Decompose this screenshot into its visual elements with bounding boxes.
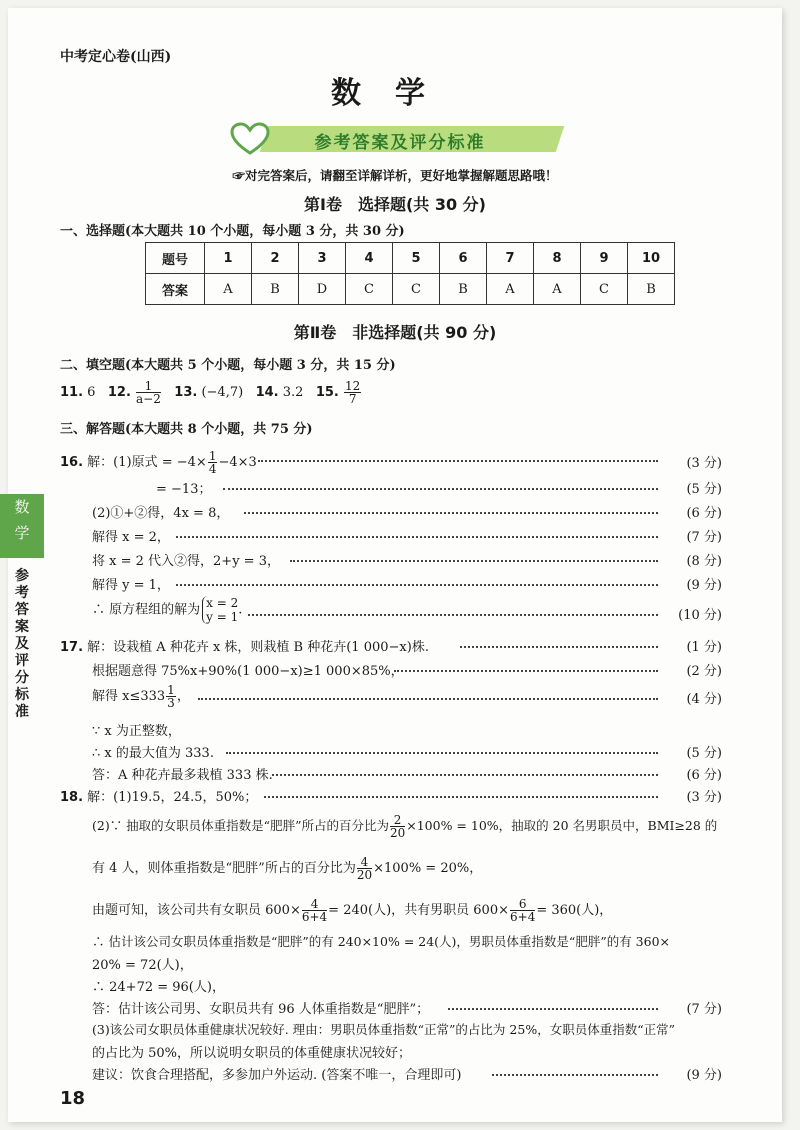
table-cell-answer: A (487, 274, 534, 305)
leader-dots (198, 698, 658, 700)
series-header: 中考定心卷(山西) (60, 49, 172, 65)
side-label-char: 评 (15, 653, 29, 669)
q18-line-8: 答：估计该公司男、女职员共有 96 人体重指数是“肥胖”； (92, 1002, 430, 1017)
table-cell-number: 8 (534, 243, 581, 274)
score: (4 分) (686, 692, 722, 707)
fill-answer: 3.2 (282, 385, 304, 400)
q16-line-2: = −13； (156, 482, 212, 497)
table-cell-answer: B (252, 274, 299, 305)
page-number: 18 (60, 1088, 86, 1109)
subject-side-tab: 数 学 (0, 494, 44, 558)
q18-line-10: 的占比为 50%，所以说明女职员的体重健康状况较好； (92, 1046, 412, 1061)
table-cell-answer: C (581, 274, 628, 305)
q-number: 18. (60, 790, 84, 805)
table-cell-number: 10 (628, 243, 675, 274)
fraction: $\frac{1}{3}$ (167, 683, 175, 710)
fill-answers (60, 380, 362, 405)
score: (7 分) (686, 530, 722, 545)
q-number: 12. (107, 385, 131, 400)
q-number: 17. (60, 640, 84, 655)
table-row-label: 答案 (146, 274, 205, 305)
leader-dots (264, 796, 658, 798)
leader-dots (492, 1074, 658, 1076)
score: (10 分) (678, 608, 722, 623)
q16-line-7: ∴ 原方程组的解为 x = 2 y = 1 . (92, 596, 243, 624)
side-label-char: 准 (15, 704, 29, 720)
leader-dots (223, 488, 658, 490)
q18-line-9: (3)该公司女职员体重健康状况较好. 理由：男职员体重指数“正常”的占比为 25%，女职员体重指数“正常” (92, 1022, 675, 1037)
table-cell-answer: A (205, 274, 252, 305)
q16-line-3: (2)①+②得，4x = 8， (92, 506, 230, 521)
table-cell-answer: D (299, 274, 346, 305)
score: (3 分) (686, 456, 722, 471)
q-number: 16. (60, 455, 84, 470)
score: (2 分) (686, 664, 722, 679)
q17-line-6: 答：A 种花卉最多栽植 333 株. (92, 768, 273, 783)
table-row-label: 题号 (146, 243, 205, 274)
score: (3 分) (686, 790, 722, 805)
leader-dots (258, 460, 658, 462)
table-cell-number: 1 (205, 243, 252, 274)
answer-page (8, 8, 782, 1122)
score: (5 分) (686, 746, 722, 761)
page-title: 数学 (331, 76, 459, 111)
leader-dots (272, 774, 658, 776)
part2-title: 第Ⅱ卷 非选择题(共 90 分) (293, 323, 497, 342)
table-cell-number: 2 (252, 243, 299, 274)
score: (6 分) (686, 768, 722, 783)
choice-section-heading: 一、选择题(本大题共 10 个小题，每小题 3 分，共 30 分) (60, 224, 405, 239)
side-label-char: 案 (15, 619, 29, 635)
q-number: 11. (60, 385, 84, 400)
score: (9 分) (686, 1068, 722, 1083)
q18-line-2: (2)∵ 抽取的女职员体重指数是“肥胖”所占的百分比为 $\frac{2}{20}$ ×100% = 10%，抽取的 20 名男职员中，BMI≥28 的 (92, 813, 718, 840)
table-cell-number: 6 (440, 243, 487, 274)
score: (6 分) (686, 506, 722, 521)
score: (7 分) (686, 1002, 722, 1017)
q18-line-5: ∴ 估计该公司女职员体重指数是“肥胖”的有 240×10% = 24(人)，男职员体重指数是“肥胖”的有 360× (92, 934, 671, 949)
q18-line-11: 建议：饮食合理搭配，多参加户外运动. (答案不唯一，合理即可) (92, 1068, 462, 1083)
leader-dots (448, 1008, 658, 1010)
q-number: 13. (174, 385, 198, 400)
answer-table-number-row (146, 243, 675, 274)
q17-line-5: ∴ x 的最大值为 333. (92, 746, 214, 761)
fill-answer-fraction: $\frac{1}{a-2}$ (136, 379, 161, 406)
fill-section-heading: 二、填空题(本大题共 5 个小题，每小题 3 分，共 15 分) (60, 358, 396, 373)
fraction: $\frac{1}{4}$ (208, 449, 217, 476)
score: (5 分) (686, 482, 722, 497)
table-cell-number: 5 (393, 243, 440, 274)
banner-title: 参考答案及评分标准 (314, 133, 486, 153)
answer-table (145, 242, 675, 305)
table-cell-number: 9 (581, 243, 628, 274)
q-number: 14. (255, 385, 279, 400)
table-cell-answer: B (628, 274, 675, 305)
table-cell-number: 3 (299, 243, 346, 274)
side-label-char: 考 (15, 585, 29, 601)
q18-line-3: 有 4 人，则体重指数是“肥胖”所占的百分比为 $\frac{4}{20}$ ×100% = 20%， (92, 855, 483, 882)
score: (9 分) (686, 578, 722, 593)
part1-title: 第Ⅰ卷 选择题(共 30 分) (304, 195, 486, 214)
q16-line-1: 16. 解：(1)原式 = −4× $\frac{1}{4}$ −4×3 (60, 449, 257, 476)
table-cell-answer: C (346, 274, 393, 305)
q17-line-4: ∵ x 为正整数， (92, 724, 181, 739)
leader-dots (176, 584, 658, 586)
table-cell-number: 4 (346, 243, 393, 274)
leader-dots (226, 752, 658, 754)
side-label-char: 分 (15, 670, 29, 686)
q18-line-4: 由题可知，该公司共有女职员 600× $\frac{4}{6+4}$ = 240(人)，共有男职员 600× $\frac{6}{6+4}$ = 360(人)， (92, 897, 613, 924)
leader-dots (394, 670, 658, 672)
leader-dots (460, 646, 658, 648)
q17-line-3: 解得 x≤333 $\frac{1}{3}$ ， (92, 683, 190, 710)
tip-note: ☞对完答案后，请翻至详解详析，更好地掌握解题思路哦！ (232, 168, 558, 183)
side-label-char: 及 (15, 636, 29, 652)
score: (1 分) (686, 640, 722, 655)
leader-dots (176, 536, 658, 538)
leader-dots (290, 560, 658, 562)
table-cell-answer: B (440, 274, 487, 305)
leader-dots (248, 614, 658, 616)
fraction: $\frac{6}{6+4}$ (510, 897, 536, 924)
q18-line-7: ∴ 24+72 = 96(人)， (92, 980, 225, 995)
fill-answer: 6 (87, 385, 96, 400)
score: (8 分) (686, 554, 722, 569)
side-label-char: 标 (15, 687, 29, 703)
q17-line-2: 根据题意得 75%x+90%(1 000−x)≥1 000×85%， (92, 664, 404, 679)
side-label-char: 答 (15, 602, 29, 618)
q17-line-1: 17. 解：设栽植 A 种花卉 x 株，则栽植 B 种花卉(1 000−x)株. (60, 640, 429, 655)
fill-answer-fraction: $\frac{12}{7}$ (345, 379, 361, 406)
q-number: 15. (315, 385, 339, 400)
fraction: $\frac{4}{6+4}$ (301, 897, 328, 924)
side-label-char: 参 (15, 568, 29, 584)
fraction: $\frac{2}{20}$ (389, 813, 406, 840)
fill-answer: (−4,7) (201, 385, 244, 400)
answer-banner (230, 122, 570, 156)
q16-line-4: 解得 x = 2， (92, 530, 170, 545)
q16-line-6: 解得 y = 1， (92, 578, 170, 593)
answer-table-answer-row (146, 274, 675, 305)
q16-line-5: 将 x = 2 代入②得，2+y = 3， (92, 554, 280, 569)
fraction: $\frac{4}{20}$ (356, 855, 373, 882)
leader-dots (244, 512, 658, 514)
table-cell-number: 7 (487, 243, 534, 274)
q18-line-1: 18. 解：(1)19.5，24.5，50%； (60, 790, 258, 805)
side-vertical-label (14, 568, 30, 721)
q18-line-6: 20% = 72(人)， (92, 958, 193, 973)
table-cell-answer: C (393, 274, 440, 305)
solve-section-heading: 三、解答题(本大题共 8 个小题，共 75 分) (60, 422, 313, 437)
equation-system-brace: x = 2 y = 1 (202, 596, 238, 624)
table-cell-answer: A (534, 274, 581, 305)
